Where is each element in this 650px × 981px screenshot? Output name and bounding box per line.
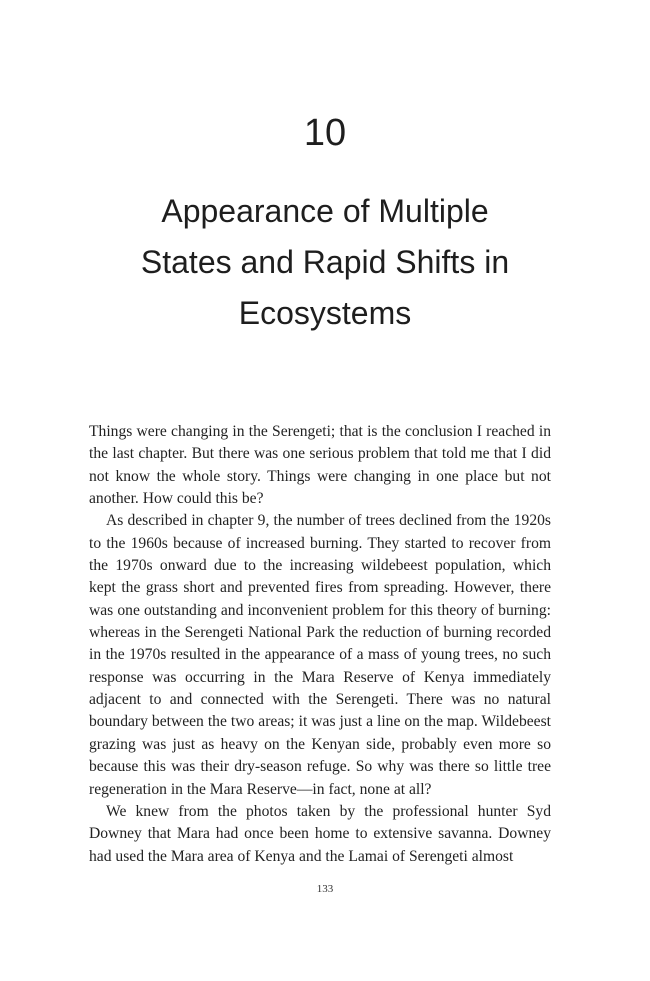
chapter-title [80,186,570,339]
paragraph: As described in chapter 9, the number of trees declined from the 1920s to the 1960s because of increased burning. They started to recover from the 1970s onward due to the increasing wildebeest population, which kept the grass short and prevented fires from spreading. However, there was one outstanding and inconvenient problem for this theory of burning: whereas in the Serengeti National Park the reduction of burning recorded in the 1970s resulted in the appearance of a mass of young trees, no such response was occurring in the Mara Reserve of Kenya immediately adjacent to and connected with the Serengeti. There was no natural boundary between the two areas; it was just a line on the map. Wildebeest grazing was just as heavy on the Kenyan side, probably even more so because this was their dry-season refuge. So why was there so little tree regeneration in the Mara Reserve—in fact, none at all? [89,512,551,798]
body-text [89,421,551,868]
page-number: 133 [316,883,334,895]
paragraph: Things were changing in the Serengeti; that is the conclusion I reached in the last chapter. But there was one serious problem that told me that I did not know the whole story. Things were changing in one place but not another. How could this be? [89,423,551,508]
chapter-title-line: Appearance of Multiple [161,193,489,229]
chapter-title-line: Ecosystems [238,295,412,331]
chapter-number: 10 [303,112,347,154]
paragraph: We knew from the photos taken by the professional hunter Syd Downey that Mara had once been home to extensive savanna. Downey had used the Mara area of Kenya and the Lamai of Serengeti almost [89,802,551,865]
chapter-title-line: States and Rapid Shifts in [140,244,510,280]
